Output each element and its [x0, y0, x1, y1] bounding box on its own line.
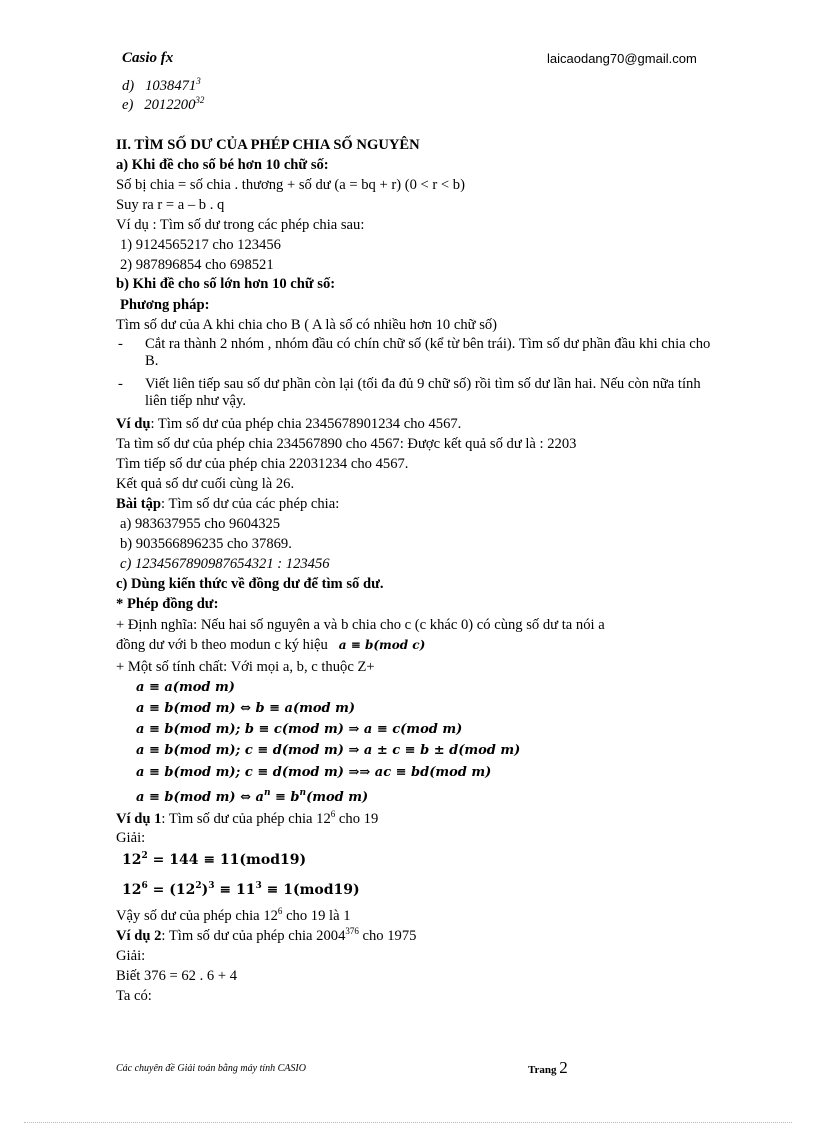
text-line: Kết quả số dư cuối cùng là 26.	[116, 476, 295, 492]
bullet-dash: -	[118, 336, 123, 352]
formula: $12^2 = 144 \equiv 11(mod19)$	[122, 851, 307, 868]
page-number: Trang 2	[528, 1058, 568, 1077]
text-line: Biết 376 = 62 . 6 + 4	[116, 968, 238, 984]
exercise-item: b) 903566896235 cho 37869.	[120, 536, 292, 552]
footer-title: Các chuyên đề Giải toán bằng máy tính CASIO	[116, 1063, 306, 1074]
subsection-c-sub: * Phép đồng dư:	[116, 596, 219, 612]
text-line: Tìm số dư của A khi chia cho B ( A là số có nhiều hơn 10 chữ số)	[116, 317, 498, 333]
exercise-item: c) 1234567890987654321 : 123456	[120, 556, 330, 572]
solution-label: Giải:	[116, 948, 146, 964]
properties-heading: + Một số tính chất: Với mọi a, b, c thuộc Z+	[116, 659, 375, 675]
text-line: Ta có:	[116, 988, 152, 1004]
formula-power: a ≡ b(mod m) ⇔ $a^n \equiv b^n(mod$ m)	[136, 788, 369, 805]
formula: a ≡ b(mod m); b ≡ c(mod m) ⇒ a ≡ c(mod m)	[136, 722, 463, 737]
exercise-heading: Bài tập: Tìm số dư của các phép chia:	[116, 496, 340, 512]
example-2-line: Ví dụ 2: Tìm số dư của phép chia 2004$^{376}$ cho 1975	[116, 926, 417, 944]
example-1-line: Ví dụ 1: Tìm số dư của phép chia $12^6$ cho 19	[116, 809, 379, 827]
conclusion-line: Vậy số dư của phép chia $12^6$ cho 19 là 1	[116, 906, 351, 924]
formula: a ≡ b(mod m); c ≡ d(mod m) ⇒⇒ ac ≡ bd(mod m)	[136, 765, 492, 780]
example-heading: Ví dụ : Tìm số dư trong các phép chia sau:	[116, 217, 365, 233]
list-item-d: d) 1038471$^3$	[122, 76, 201, 94]
header-email: laicaodang70@gmail.com	[547, 51, 697, 66]
method-heading: Phương pháp:	[120, 297, 210, 313]
text-line: Ta tìm số dư của phép chia 234567890 cho 4567: Được kết quả số dư là : 2203	[116, 436, 577, 452]
formula: a ≡ b(mod m); c ≡ d(mod m) ⇒ a ± c ≡ b ± d(mod m)	[136, 743, 521, 758]
text-line: Suy ra r = a – b . q	[116, 197, 225, 213]
definition-line: đồng dư với b theo modun c ký hiệu a ≡ b(mod c)	[116, 637, 426, 653]
header-title: Casio fx	[122, 50, 174, 66]
formula: a ≡ b(mod m) ⇔ b ≡ a(mod m)	[136, 701, 356, 716]
bullet-item: Cắt ra thành 2 nhóm , nhóm đầu có chín chữ số (kể từ bên trái). Tìm số dư phần đầu khi chia cho B.	[145, 336, 711, 369]
bullet-item: Viết liên tiếp sau số dư phần còn lại (tối đa đủ 9 chữ số) rồi tìm số dư lần hai. Nếu còn nữa tính liên tiếp như vậy.	[145, 376, 701, 409]
text-line: Tìm tiếp số dư của phép chia 22031234 cho 4567.	[116, 456, 409, 472]
section-title: II. TÌM SỐ DƯ CỦA PHÉP CHIA SỐ NGUYÊN	[116, 137, 420, 153]
subsection-c-title: c) Dùng kiến thức về đồng dư để tìm số dư.	[116, 576, 384, 592]
list-item-e: e) 2012200$^{32}$	[122, 95, 205, 113]
text-line: Số bị chia = số chia . thương + số dư (a = bq + r) (0 < r < b)	[116, 177, 465, 193]
definition-line: + Định nghĩa: Nếu hai số nguyên a và b chia cho c (c khác 0) có cùng số dư ta nói a	[116, 617, 605, 633]
formula: $12^6 = (12^2)^3 \equiv 11^3 \equiv 1(mod19)$	[122, 881, 360, 898]
congruence-symbol: a ≡ b(mod c)	[338, 638, 426, 652]
exercise-item: a) 983637955 cho 9604325	[120, 516, 281, 532]
solution-label: Giải:	[116, 830, 146, 846]
list-item: 1) 9124565217 cho 123456	[120, 237, 281, 253]
list-item: 2) 987896854 cho 698521	[120, 257, 274, 273]
formula: a ≡ a(mod m)	[136, 680, 235, 695]
subsection-a-title: a) Khi đề cho số bé hơn 10 chữ số:	[116, 157, 329, 173]
bullet-dash: -	[118, 376, 123, 392]
example-line: Ví dụ: Tìm số dư của phép chia 2345678901234 cho 4567.	[116, 416, 462, 432]
subsection-b-title: b) Khi đề cho số lớn hơn 10 chữ số:	[116, 276, 336, 292]
